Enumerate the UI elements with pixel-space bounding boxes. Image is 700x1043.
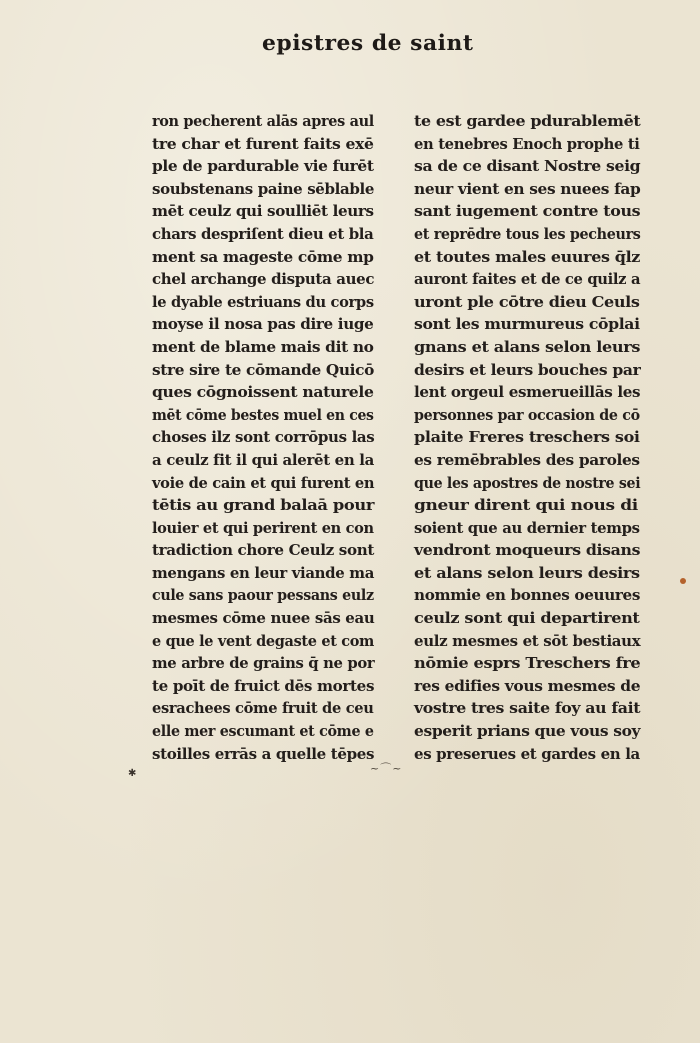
text-line: ron pecherent alās apres aul bbox=[152, 112, 374, 130]
text-line: es preserues et gardes en la bbox=[414, 744, 640, 763]
text-line: que les apostres de nostre sei bbox=[414, 473, 641, 492]
running-head: epistres de saint bbox=[262, 30, 474, 55]
text-line: vendront moqueurs disans bbox=[414, 541, 641, 560]
text-line: tre char et furent faits exē bbox=[152, 134, 374, 153]
text-line: gneur dirent qui nous di bbox=[414, 496, 638, 515]
text-line: a ceulz fit il qui alerēt en la bbox=[152, 450, 374, 469]
left-text-column bbox=[152, 110, 374, 765]
text-line: res edifies vous mesmes de bbox=[414, 676, 641, 695]
text-line: mesmes cōme nuee sās eau bbox=[152, 609, 375, 628]
text-line: vostre tres saite foy au fait bbox=[414, 699, 641, 718]
text-line: voie de cain et qui furent en bbox=[152, 473, 375, 492]
right-text-column bbox=[414, 110, 640, 765]
text-line: et alans selon leurs desirs bbox=[414, 563, 640, 582]
text-line: chars despriſent dieu et bla bbox=[152, 224, 374, 243]
text-line: et toutes males euures q̄lz bbox=[414, 247, 640, 266]
text-line: auront faites et de ce quilz a bbox=[414, 270, 641, 289]
text-line: stoilles errās a quelle tēpes bbox=[152, 744, 375, 763]
text-line: moyse il nosa pas dire iuge bbox=[152, 315, 374, 334]
text-line: en tenebres Enoch prophe ti bbox=[414, 134, 640, 153]
text-line: es remēbrables des paroles bbox=[414, 450, 640, 469]
text-line: gnans et alans selon leurs bbox=[414, 337, 641, 356]
text-line: ment de blame mais dit no bbox=[152, 337, 374, 356]
text-line: stre sire te cōmande Quicō bbox=[152, 360, 374, 379]
text-line: mengans en leur viande ma bbox=[152, 563, 375, 582]
text-line: eulz mesmes et sōt bestiaux bbox=[414, 631, 641, 650]
text-line: ment sa mageste cōme mp bbox=[152, 247, 374, 266]
text-line: nōmie esprs Treschers fre bbox=[414, 654, 641, 673]
text-line: sa de ce disant Nostre seig bbox=[414, 157, 641, 176]
text-line: lent orgeul esmerueillās les bbox=[414, 383, 641, 402]
text-line: chel archange disputa auec bbox=[152, 270, 375, 289]
text-line: soubstenans paine sēblable bbox=[152, 179, 375, 198]
text-line: tētis au grand balaā pour bbox=[152, 496, 375, 515]
text-line: tradiction chore Ceulz sont bbox=[152, 541, 374, 560]
text-line: desirs et leurs bouches par bbox=[414, 360, 641, 379]
text-line: te poīt de fruict dēs mortes bbox=[152, 676, 375, 695]
ink-speck: ✱ bbox=[128, 768, 137, 779]
text-line: me arbre de grains q̄ ne por bbox=[152, 654, 375, 673]
text-line: mēt ceulz qui soulliēt leurs bbox=[152, 202, 374, 221]
text-line: ques cōgnoissent naturele bbox=[152, 383, 374, 402]
text-line: esrachees cōme fruit de ceu bbox=[152, 699, 374, 718]
text-line: uront ple cōtre dieu Ceuls bbox=[414, 292, 640, 311]
ink-flourish: ~⌒~ bbox=[370, 762, 403, 775]
text-line: sont les murmureus cōplai bbox=[414, 315, 640, 334]
text-line: choses ilz sont corrōpus las bbox=[152, 428, 375, 447]
text-line: ceulz sont qui departirent bbox=[414, 609, 640, 628]
text-line: cule sans paour pessans eulz bbox=[152, 586, 374, 605]
text-line: ple de pardurable vie furēt bbox=[152, 157, 374, 176]
text-line: elle mer escumant et cōme e bbox=[152, 722, 374, 741]
text-line: te est gardee pdurablemēt bbox=[414, 112, 641, 130]
text-line: sant iugement contre tous bbox=[414, 202, 641, 221]
text-line: soient que au dernier temps bbox=[414, 518, 640, 537]
text-line: louier et qui perirent en con bbox=[152, 518, 374, 537]
text-line: personnes par occasion de cō bbox=[414, 405, 640, 424]
text-line: nommie en bonnes oeuures bbox=[414, 586, 641, 605]
text-line: le dyable estriuans du corps bbox=[152, 292, 374, 311]
text-line: e que le vent degaste et com bbox=[152, 631, 375, 650]
text-line: esperit prians que vous soy bbox=[414, 722, 641, 741]
text-line: mēt cōme bestes muel en ces bbox=[152, 405, 374, 424]
text-line: plaite Freres treschers soi bbox=[414, 428, 640, 447]
text-line: et reprēdre tous les pecheurs bbox=[414, 224, 641, 243]
margin-ink-dot bbox=[680, 578, 686, 584]
text-line: neur vient en ses nuees fap bbox=[414, 179, 641, 198]
